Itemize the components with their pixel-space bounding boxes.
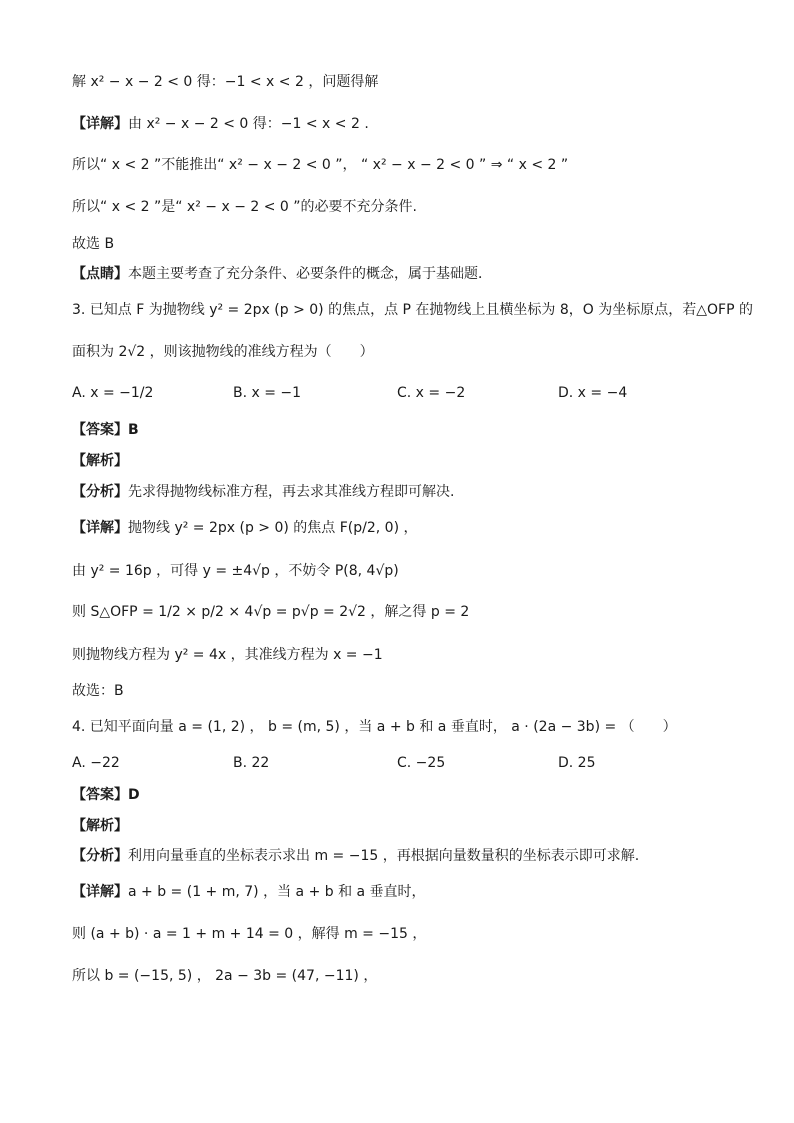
q3-step-4: 故选：B <box>72 683 124 699</box>
choice-line: 故选 B <box>72 236 115 252</box>
q3-step-3: 则抛物线方程为 y² = 4x ，其准线方程为 x = −1 <box>72 647 383 663</box>
q4-analysis-tag: 【分析】 <box>72 848 128 864</box>
q3-analysis-text: 先求得抛物线标准方程，再去求其准线方程即可解决. <box>128 484 455 500</box>
comment-line <box>72 264 492 284</box>
detail-text: 由 x² − x − 2 < 0 得：−1 < x < 2 . <box>128 116 369 132</box>
q3-option-d: D. x = −4 <box>558 385 628 401</box>
detail-line-1 <box>72 114 369 134</box>
q3-analysis-heading: 【解析】 <box>72 453 128 469</box>
q3-step-1: 由 y² = 16p ，可得 y = ±4√p ，不妨令 P(8, 4√p) <box>72 563 399 579</box>
q3-option-a: A. x = −1/2 <box>72 385 154 401</box>
q3-detail <box>72 518 418 538</box>
question-3-stem: 3. 已知点 F 为抛物线 y² = 2px (p > 0) 的焦点，点 P 在抛物线上且横坐标为 8，O 为坐标原点，若△OFP 的 <box>72 302 753 318</box>
q3-detail-tag: 【详解】 <box>72 520 128 536</box>
q3-analysis <box>72 482 454 502</box>
question-4-stem: 4. 已知平面向量 a = (1, 2) ， b = (m, 5) ，当 a + b 和 a 垂直时， a · (2a − 3b) = （ ） <box>72 719 677 735</box>
q4-detail <box>72 882 426 902</box>
q4-analysis-text: 利用向量垂直的坐标表示求出 m = −15 ，再根据向量数量积的坐标表示即可求解. <box>128 848 640 864</box>
q3-detail-text: 抛物线 y² = 2px (p > 0) 的焦点 F(p/2, 0) ， <box>128 520 418 536</box>
q4-analysis-heading: 【解析】 <box>72 818 128 834</box>
detail-tag: 【详解】 <box>72 116 128 132</box>
q4-option-c: C. −25 <box>397 755 446 771</box>
q4-option-a: A. −22 <box>72 755 120 771</box>
q4-answer: 【答案】D <box>72 787 140 803</box>
q4-detail-text: a + b = (1 + m, 7) ，当 a + b 和 a 垂直时， <box>128 884 426 900</box>
question-3-stem-2: 面积为 2√2 ，则该抛物线的准线方程为（ ） <box>72 344 374 360</box>
q4-step-1: 则 (a + b) · a = 1 + m + 14 = 0 ，解得 m = −15 ， <box>72 926 427 942</box>
q3-option-b: B. x = −1 <box>233 385 302 401</box>
comment-text: 本题主要考查了充分条件、必要条件的概念，属于基础题． <box>128 266 492 282</box>
q3-option-c: C. x = −2 <box>397 385 466 401</box>
q4-analysis <box>72 846 639 866</box>
solution-line-4: 所以“ x < 2 ”是“ x² − x − 2 < 0 ”的必要不充分条件. <box>72 199 417 215</box>
q3-analysis-tag: 【分析】 <box>72 484 128 500</box>
q3-step-2: 则 S△OFP = 1/2 × p/2 × 4√p = p√p = 2√2 ，解之得 p = 2 <box>72 604 470 620</box>
q4-option-b: B. 22 <box>233 755 270 771</box>
q4-detail-tag: 【详解】 <box>72 884 128 900</box>
solution-line-1: 解 x² − x − 2 < 0 得：−1 < x < 2 ，问题得解 <box>72 74 379 90</box>
q3-answer: 【答案】B <box>72 422 139 438</box>
solution-line-3: 所以“ x < 2 ”不能推出“ x² − x − 2 < 0 ”， “ x² − x − 2 < 0 ” ⇒ “ x < 2 ” <box>72 157 569 173</box>
q4-option-d: D. 25 <box>558 755 596 771</box>
q4-step-2: 所以 b = (−15, 5) ， 2a − 3b = (47, −11) ， <box>72 968 378 984</box>
comment-tag: 【点睛】 <box>72 266 128 282</box>
